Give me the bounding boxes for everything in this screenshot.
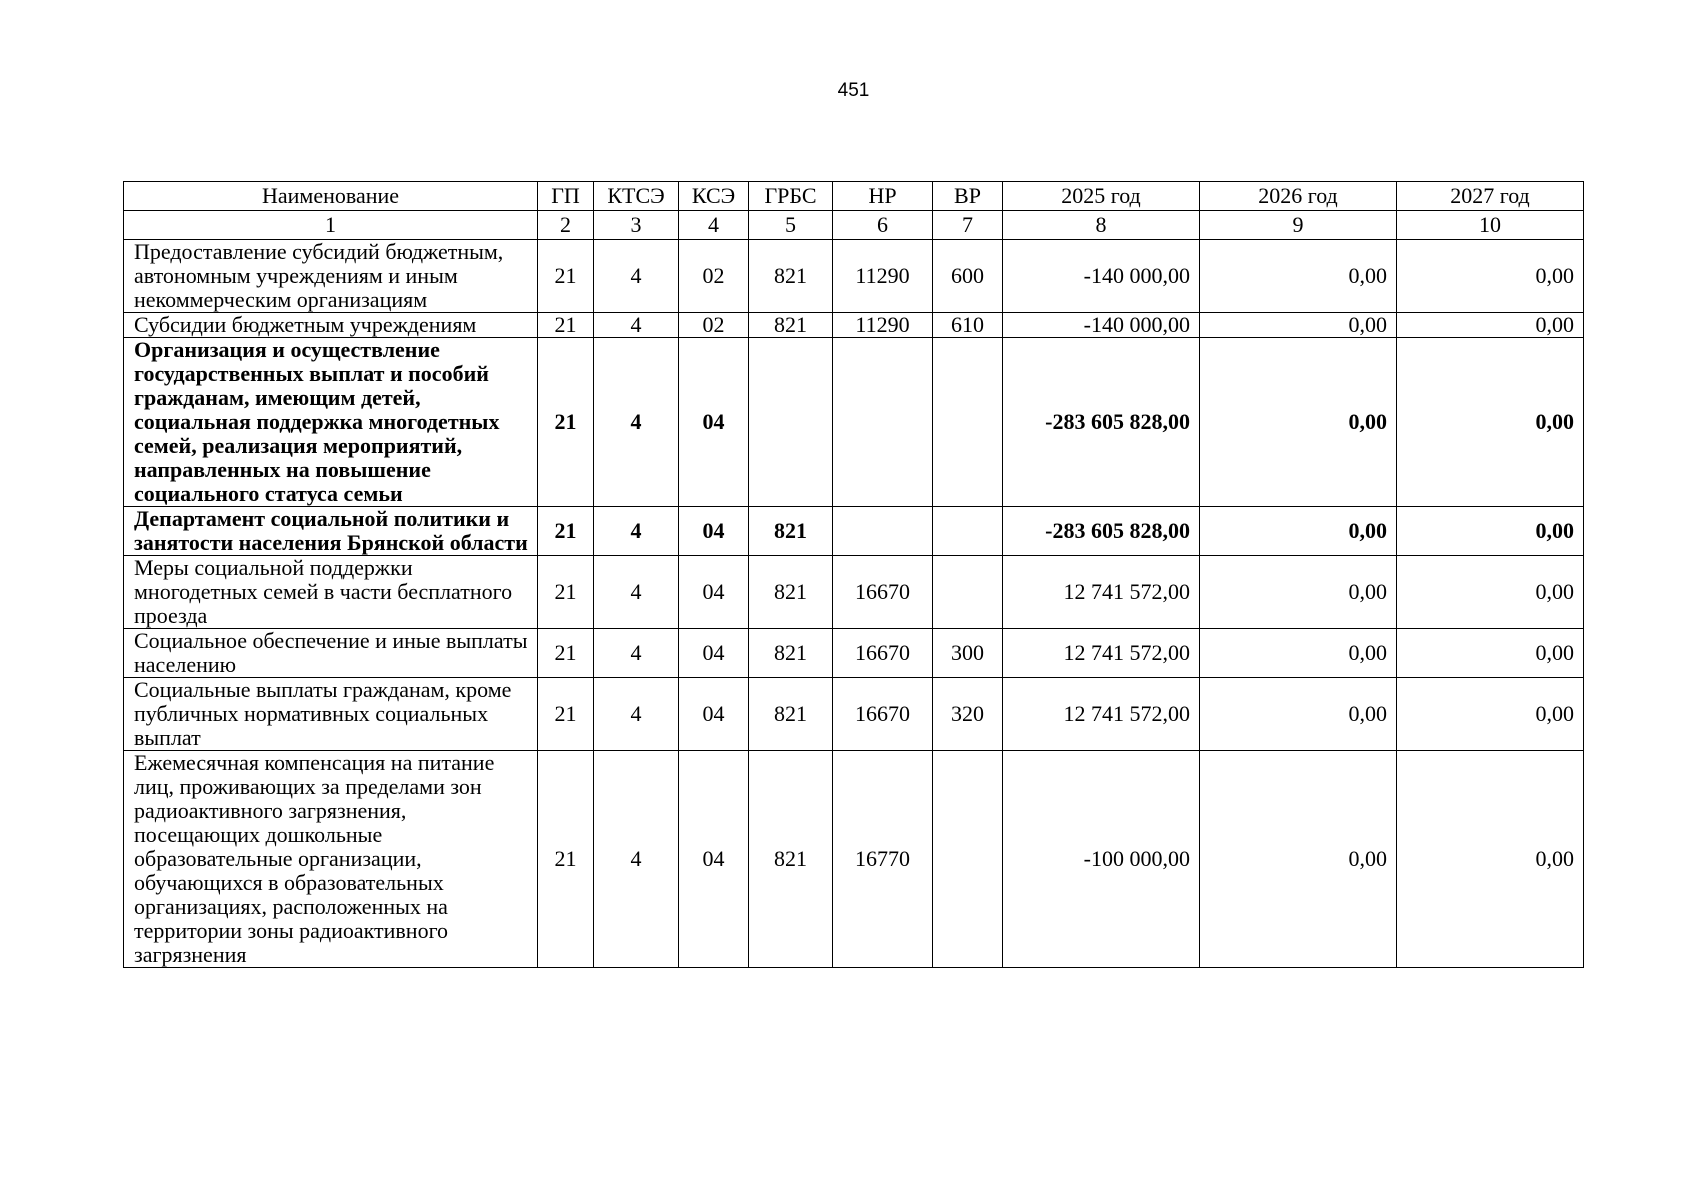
header-ktse: КТСЭ xyxy=(594,182,679,211)
cell-nr: 11290 xyxy=(833,313,933,338)
cell-nr: 16670 xyxy=(833,678,933,751)
cell-2027: 0,00 xyxy=(1397,313,1584,338)
column-number: 9 xyxy=(1200,211,1397,240)
column-number-row xyxy=(124,211,1584,240)
cell-2027: 0,00 xyxy=(1397,751,1584,968)
table-row xyxy=(124,629,1584,678)
cell-nr: 11290 xyxy=(833,240,933,313)
cell-2027: 0,00 xyxy=(1397,629,1584,678)
row-name: Организация и осуществление государственных выплат и пособий гражданам, имеющим детей, социальная поддержка многодетных семей, реализация мероприятий, направленных на повышение социального статуса семьи xyxy=(124,338,538,507)
budget-table xyxy=(123,181,1584,968)
cell-nr: 16770 xyxy=(833,751,933,968)
header-grbs: ГРБС xyxy=(749,182,833,211)
table-body xyxy=(124,240,1584,968)
cell-2026: 0,00 xyxy=(1200,240,1397,313)
cell-grbs: 821 xyxy=(749,507,833,556)
cell-ktse: 4 xyxy=(594,556,679,629)
cell-2026: 0,00 xyxy=(1200,338,1397,507)
cell-gp: 21 xyxy=(538,313,594,338)
table-row xyxy=(124,338,1584,507)
table-row xyxy=(124,240,1584,313)
cell-vr: 600 xyxy=(933,240,1003,313)
cell-grbs: 821 xyxy=(749,313,833,338)
cell-2025: 12 741 572,00 xyxy=(1003,629,1200,678)
cell-kse: 04 xyxy=(679,507,749,556)
row-name: Ежемесячная компенсация на питание лиц, проживающих за пределами зон радиоактивного загрязнения, посещающих дошкольные образовательные организации, обучающихся в образовательных организациях, расположенных на территории зоны радиоактивного загрязнения xyxy=(124,751,538,968)
header-nr: НР xyxy=(833,182,933,211)
cell-ktse: 4 xyxy=(594,751,679,968)
cell-2026: 0,00 xyxy=(1200,629,1397,678)
cell-2025: -100 000,00 xyxy=(1003,751,1200,968)
cell-2026: 0,00 xyxy=(1200,507,1397,556)
header-name: Наименование xyxy=(124,182,538,211)
cell-gp: 21 xyxy=(538,556,594,629)
cell-gp: 21 xyxy=(538,240,594,313)
table-row xyxy=(124,507,1584,556)
cell-2026: 0,00 xyxy=(1200,313,1397,338)
column-number: 3 xyxy=(594,211,679,240)
header-vr: ВР xyxy=(933,182,1003,211)
cell-nr: 16670 xyxy=(833,629,933,678)
cell-2026: 0,00 xyxy=(1200,556,1397,629)
cell-2027: 0,00 xyxy=(1397,556,1584,629)
column-number: 10 xyxy=(1397,211,1584,240)
header-row xyxy=(124,182,1584,211)
column-number: 8 xyxy=(1003,211,1200,240)
cell-vr xyxy=(933,507,1003,556)
header-2026: 2026 год xyxy=(1200,182,1397,211)
cell-ktse: 4 xyxy=(594,313,679,338)
cell-nr xyxy=(833,338,933,507)
cell-kse: 04 xyxy=(679,751,749,968)
column-number: 5 xyxy=(749,211,833,240)
cell-grbs: 821 xyxy=(749,751,833,968)
header-2025: 2025 год xyxy=(1003,182,1200,211)
cell-ktse: 4 xyxy=(594,629,679,678)
cell-kse: 04 xyxy=(679,556,749,629)
cell-2025: -140 000,00 xyxy=(1003,240,1200,313)
column-number: 4 xyxy=(679,211,749,240)
row-name: Социальные выплаты гражданам, кроме публичных нормативных социальных выплат xyxy=(124,678,538,751)
cell-nr: 16670 xyxy=(833,556,933,629)
cell-ktse: 4 xyxy=(594,240,679,313)
row-name: Департамент социальной политики и занятости населения Брянской области xyxy=(124,507,538,556)
column-number: 6 xyxy=(833,211,933,240)
header-2027: 2027 год xyxy=(1397,182,1584,211)
cell-vr xyxy=(933,751,1003,968)
cell-grbs: 821 xyxy=(749,629,833,678)
cell-vr xyxy=(933,338,1003,507)
column-number: 7 xyxy=(933,211,1003,240)
cell-2027: 0,00 xyxy=(1397,240,1584,313)
cell-vr: 610 xyxy=(933,313,1003,338)
cell-2027: 0,00 xyxy=(1397,507,1584,556)
header-kse: КСЭ xyxy=(679,182,749,211)
row-name: Субсидии бюджетным учреждениям xyxy=(124,313,538,338)
cell-grbs: 821 xyxy=(749,240,833,313)
cell-kse: 04 xyxy=(679,678,749,751)
cell-gp: 21 xyxy=(538,338,594,507)
column-number: 2 xyxy=(538,211,594,240)
cell-gp: 21 xyxy=(538,678,594,751)
row-name: Меры социальной поддержки многодетных семей в части бесплатного проезда xyxy=(124,556,538,629)
cell-kse: 04 xyxy=(679,338,749,507)
cell-grbs: 821 xyxy=(749,678,833,751)
cell-ktse: 4 xyxy=(594,507,679,556)
cell-nr xyxy=(833,507,933,556)
cell-2025: 12 741 572,00 xyxy=(1003,678,1200,751)
cell-gp: 21 xyxy=(538,751,594,968)
cell-2025: -283 605 828,00 xyxy=(1003,338,1200,507)
cell-kse: 04 xyxy=(679,629,749,678)
cell-2026: 0,00 xyxy=(1200,678,1397,751)
row-name: Социальное обеспечение и иные выплаты населению xyxy=(124,629,538,678)
cell-2026: 0,00 xyxy=(1200,751,1397,968)
cell-2025: -140 000,00 xyxy=(1003,313,1200,338)
cell-grbs: 821 xyxy=(749,556,833,629)
cell-ktse: 4 xyxy=(594,338,679,507)
table-row xyxy=(124,556,1584,629)
cell-grbs xyxy=(749,338,833,507)
cell-2025: 12 741 572,00 xyxy=(1003,556,1200,629)
cell-gp: 21 xyxy=(538,629,594,678)
table-row xyxy=(124,313,1584,338)
cell-vr xyxy=(933,556,1003,629)
cell-vr: 300 xyxy=(933,629,1003,678)
table-row xyxy=(124,678,1584,751)
cell-2027: 0,00 xyxy=(1397,338,1584,507)
page-number: 451 xyxy=(837,80,870,101)
cell-gp: 21 xyxy=(538,507,594,556)
cell-2027: 0,00 xyxy=(1397,678,1584,751)
cell-ktse: 4 xyxy=(594,678,679,751)
cell-kse: 02 xyxy=(679,240,749,313)
table-row xyxy=(124,751,1584,968)
cell-2025: -283 605 828,00 xyxy=(1003,507,1200,556)
header-gp: ГП xyxy=(538,182,594,211)
cell-vr: 320 xyxy=(933,678,1003,751)
column-number: 1 xyxy=(124,211,538,240)
row-name: Предоставление субсидий бюджетным, автономным учреждениям и иным некоммерческим организациям xyxy=(124,240,538,313)
cell-kse: 02 xyxy=(679,313,749,338)
